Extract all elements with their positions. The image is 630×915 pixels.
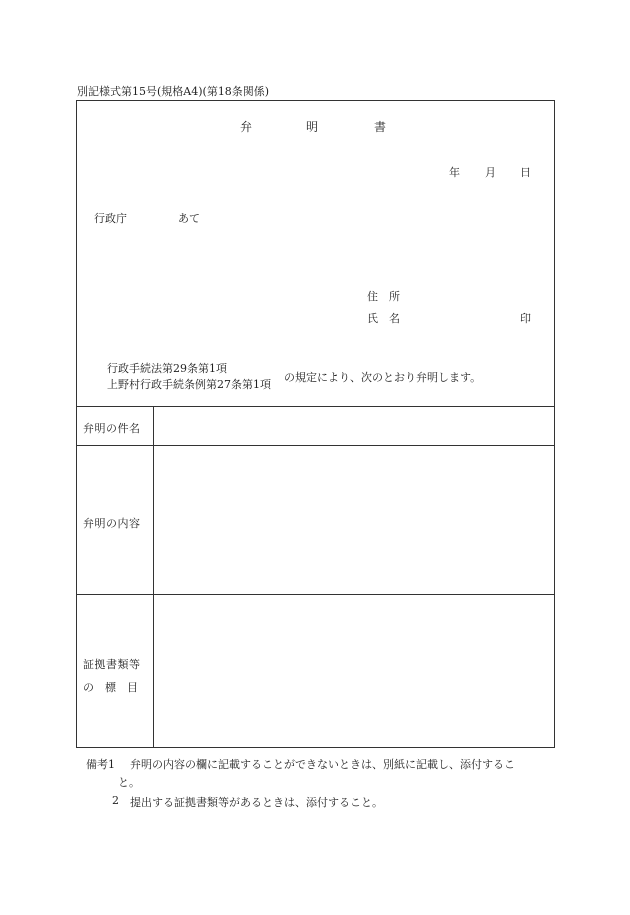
column-divider bbox=[153, 406, 154, 748]
note-2-number: 2 bbox=[112, 794, 119, 807]
note-1-line-1: 弁明の内容の欄に記載することができないときは、別紙に記載し、添付するこ bbox=[130, 758, 515, 771]
name-label: 氏 名 bbox=[367, 312, 400, 325]
content-label: 弁明の内容 bbox=[83, 517, 141, 530]
title-char-3: 書 bbox=[374, 120, 387, 134]
basis-statement: の規定により、次のとおり弁明します。 bbox=[284, 371, 482, 384]
seal-mark: 印 bbox=[520, 312, 531, 325]
date-day-label: 日 bbox=[520, 166, 531, 179]
title-char-2: 明 bbox=[306, 120, 319, 134]
basis-law-line-1: 行政手続法第29条第1項 bbox=[107, 362, 227, 375]
evidence-label-line-1: 証拠書類等 bbox=[83, 658, 141, 671]
title-char-1: 弁 bbox=[240, 120, 253, 134]
addressee-agency: 行政庁 bbox=[94, 212, 127, 225]
evidence-field[interactable] bbox=[155, 595, 553, 747]
evidence-label-line-2: の 標 目 bbox=[83, 681, 138, 694]
notes-prefix: 備考1 bbox=[86, 758, 115, 771]
subject-field[interactable] bbox=[155, 407, 553, 444]
content-field[interactable] bbox=[155, 446, 553, 593]
date-month-label: 月 bbox=[485, 166, 496, 179]
basis-law-line-2: 上野村行政手続条例第27条第1項 bbox=[107, 378, 271, 391]
addressee-suffix: あて bbox=[178, 212, 200, 225]
address-label: 住 所 bbox=[367, 290, 400, 303]
date-year-label: 年 bbox=[449, 166, 460, 179]
form-label: 別記様式第15号(規格A4)(第18条関係) bbox=[77, 85, 270, 98]
note-1-line-2: と。 bbox=[118, 776, 140, 789]
note-2-text: 提出する証拠書類等があるときは、添付すること。 bbox=[130, 796, 383, 809]
subject-label: 弁明の件名 bbox=[83, 422, 141, 435]
